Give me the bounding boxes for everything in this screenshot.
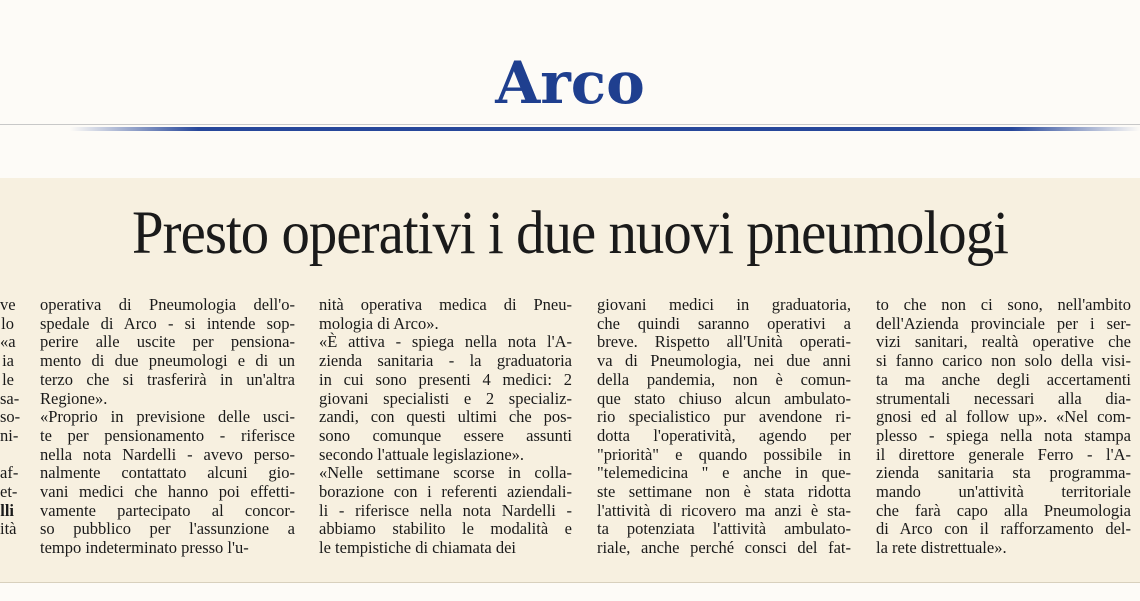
text-line: «È attiva - spiega nella nota l'A- xyxy=(319,332,572,352)
text-line: sono comunque essere assunti xyxy=(319,425,572,445)
article-column-2 xyxy=(319,296,572,558)
text-line: so pubblico per l'assunzione a xyxy=(40,519,295,539)
text-line: et- xyxy=(0,482,18,502)
text-line: «a xyxy=(0,332,16,352)
text-line: giovani specialisti e 2 specializ- xyxy=(319,388,572,408)
text-line: il direttore generale Ferro - l'A- xyxy=(876,444,1131,464)
text-line: strumentali necessari alla dia- xyxy=(876,388,1131,408)
text-line: si fanno carico non solo della visi- xyxy=(876,351,1131,371)
text-line: della pandemia, non è comun- xyxy=(597,369,851,389)
text-line: zienda sanitaria - la graduatoria xyxy=(319,351,572,371)
text-line: te per pensionamento - riferisce xyxy=(40,425,295,445)
text-line: mento di due pneumologi e di un xyxy=(40,351,295,371)
text-line: borazione con i referenti aziendali- xyxy=(319,482,572,502)
text-line: ia xyxy=(2,351,14,371)
article-column-1 xyxy=(40,296,295,558)
text-line: so- xyxy=(0,407,21,427)
text-line: che quindi saranno operativi a xyxy=(597,313,851,333)
text-line: rio specialistico pur avendone ri- xyxy=(597,407,851,427)
text-line: dotta l'operatività, agendo per xyxy=(597,425,851,445)
text-line: mologia di Arco». xyxy=(319,313,439,333)
text-line: vani medici che hanno poi effetti- xyxy=(40,482,295,502)
text-line: sa- xyxy=(0,388,20,408)
text-line: ta ma anche degli accertamenti xyxy=(876,369,1131,389)
article-column-3 xyxy=(597,296,851,558)
text-line: af- xyxy=(0,463,19,483)
text-line: lli xyxy=(0,500,14,520)
text-line: ve xyxy=(0,295,16,314)
text-line: Regione». xyxy=(40,388,108,408)
text-line: vamente partecipato al concor- xyxy=(40,500,295,520)
text-line: dell'Azienda provinciale per i ser- xyxy=(876,313,1131,333)
text-line: perire alle uscite per pensiona- xyxy=(40,332,295,352)
text-line: le tempistiche di chiamata dei xyxy=(319,538,517,558)
text-line: lo xyxy=(1,313,14,333)
article-headline: Presto operativi i due nuovi pneumologi xyxy=(131,200,1009,267)
text-line: operativa di Pneumologia dell'o- xyxy=(40,295,295,314)
text-line: abbiamo stabilito le modalità e xyxy=(319,519,572,539)
text-line: zandi, con questi ultimi che pos- xyxy=(319,407,572,427)
text-line: nalmente contattato alcuni gio- xyxy=(40,463,295,483)
text-line: vizi sanitari, realtà operative che xyxy=(876,332,1131,352)
text-line: nità operativa medica di Pneu- xyxy=(319,295,572,314)
text-line: va di Pneumologia, nei due anni xyxy=(597,351,851,371)
text-line: "telemedicina " e anche in que- xyxy=(597,463,851,483)
masthead-blue-rule xyxy=(70,127,1140,131)
text-line: che farà capo alla Pneumologia xyxy=(876,500,1131,520)
text-line: plesso - spiega nella nota stampa xyxy=(876,425,1131,445)
text-line: "priorità" e quando possibile in xyxy=(597,444,851,464)
text-line: ità xyxy=(0,519,17,539)
text-line: ni- xyxy=(0,425,19,445)
text-line: ste settimane non è stata ridotta xyxy=(597,482,851,502)
text-line: to che non ci sono, nell'ambito xyxy=(876,295,1131,314)
text-line: gnosi ed al follow up». «Nel com- xyxy=(876,407,1131,427)
text-line: nella nota Nardelli - avevo perso- xyxy=(40,444,295,464)
text-line: tempo indeterminato presso l'u- xyxy=(40,538,249,558)
masthead-thin-rule xyxy=(0,124,1140,125)
article-column-fragment xyxy=(0,295,21,539)
text-line: secondo l'attuale legislazione». xyxy=(319,444,525,464)
text-line: la rete distrettuale». xyxy=(876,538,1007,558)
text-line: mando un'attività territoriale xyxy=(876,482,1131,502)
text-line xyxy=(0,446,14,465)
text-line: spedale di Arco - si intende sop- xyxy=(40,313,295,333)
text-line: le xyxy=(2,369,14,389)
text-line: «Proprio in previsione delle usci- xyxy=(40,407,295,427)
text-line: li - riferisce nella nota Nardelli - xyxy=(319,500,572,520)
text-line: riale, anche perché consci del fat- xyxy=(597,538,851,558)
text-line: breve. Rispetto all'Unità operati- xyxy=(597,332,851,352)
text-line: in cui sono presenti 4 medici: 2 xyxy=(319,369,572,389)
section-title: Arco xyxy=(495,49,645,117)
text-line: giovani medici in graduatoria, xyxy=(597,295,851,314)
text-line: ta potenziata l'attività ambulato- xyxy=(597,519,851,539)
text-line: «Nelle settimane scorse in colla- xyxy=(319,463,572,483)
bottom-divider xyxy=(0,582,1140,601)
text-line: zienda sanitaria sta programma- xyxy=(876,463,1131,483)
text-line: que stato chiuso alcun ambulato- xyxy=(597,388,851,408)
section-masthead xyxy=(0,0,1140,178)
text-line: di Arco con il rafforzamento del- xyxy=(876,519,1131,539)
article-column-4 xyxy=(876,296,1131,558)
text-line: l'attività di ricovero ma anzi è sta- xyxy=(597,500,851,520)
text-line: terzo che si trasferirà in un'altra xyxy=(40,369,295,389)
